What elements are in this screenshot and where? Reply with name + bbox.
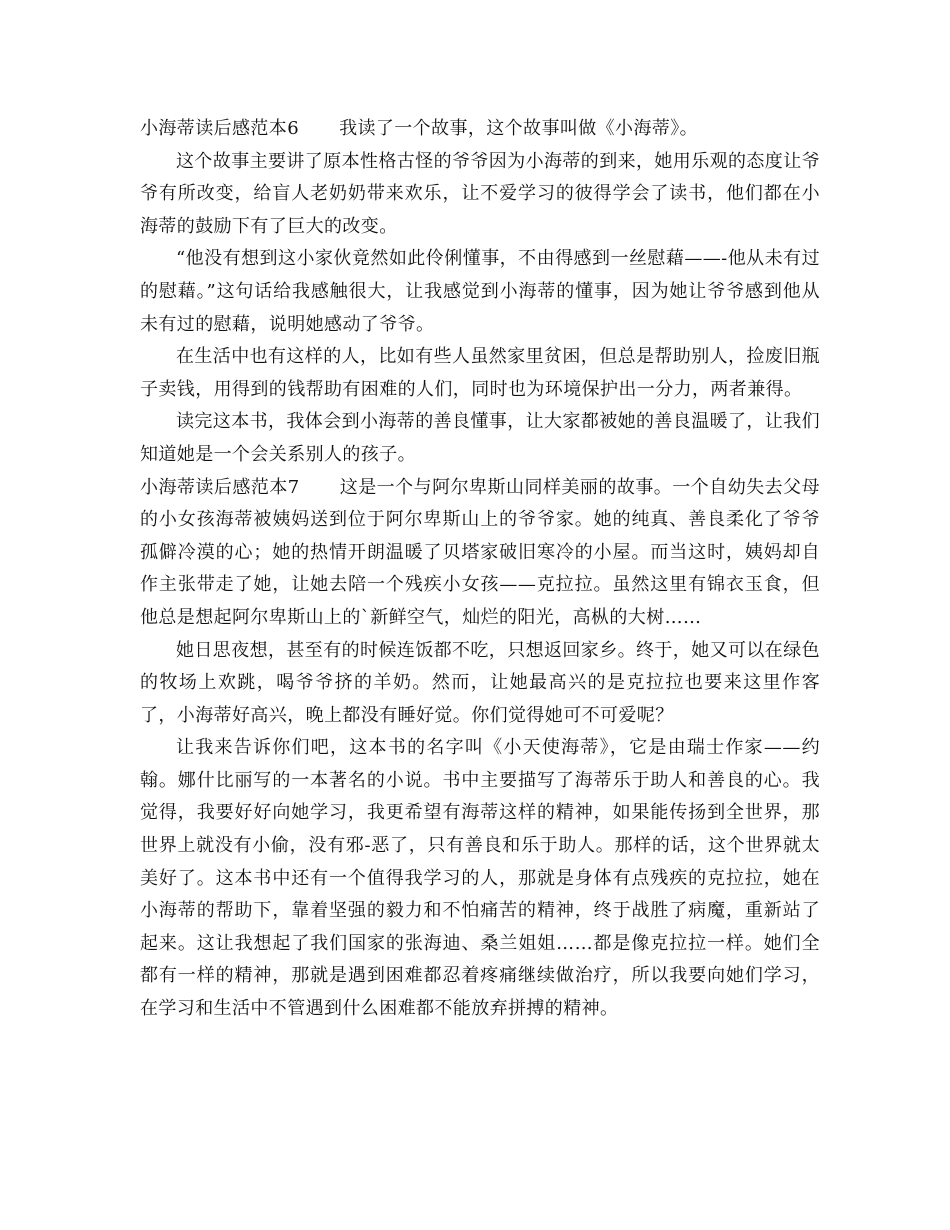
- section6-heading: 小海蒂读后感范本6: [140, 118, 300, 139]
- section6-first-line: 我读了一个故事，这个故事叫做《小海蒂》。: [339, 118, 699, 139]
- document-body: [140, 113, 820, 1026]
- section6-opening: [140, 113, 820, 146]
- section7-opening: [140, 472, 820, 635]
- section7-heading: 小海蒂读后感范本7: [140, 476, 300, 498]
- section7-paragraph: 她日思夜想，甚至有的时候连饭都不吃，只想返回家乡。终于，她又可以在绿色的牧场上欢跳，喝爷爷挤的羊奶。然而，让她最高兴的是克拉拉也要来这里作客了，小海蒂好高兴，晚上都没有睡好觉。你们觉得她可不可爱呢？: [140, 639, 820, 726]
- section7-first-paragraph: 这是一个与阿尔卑斯山同样美丽的故事。一个自幼失去父母的小女孩海蒂被姨妈送到位于阿尔卑斯山上的爷爷家。她的纯真、善良柔化了爷爷孤僻冷漠的心；她的热情开朗温暖了贝塔家破旧寒冷的小屋。而当这时，姨妈却自作主张带走了她，让她去陪一个残疾小女孩——克拉拉。虽然这里有锦衣玉食，但他总是想起阿尔卑斯山上的`新鲜空气，灿烂的阳光，高枞的大树……: [140, 476, 820, 628]
- section6-paragraph: 在生活中也有这样的人，比如有些人虽然家里贫困，但总是帮助别人，捡废旧瓶子卖钱，用得到的钱帮助有困难的人们，同时也为环境保护出一分力，两者兼得。: [140, 346, 820, 400]
- section6-paragraph: “他没有想到这小家伙竟然如此伶俐懂事，不由得感到一丝慰藉——-他从未有过的慰藉。”这句话给我感触很大，让我感觉到小海蒂的懂事，因为她让爷爷感到他从未有过的慰藉，说明她感动了爷爷。: [140, 248, 820, 335]
- section7-paragraph: 让我来告诉你们吧，这本书的名字叫《小天使海蒂》，它是由瑞士作家——约翰。娜什比丽写的一本著名的小说。书中主要描写了海蒂乐于助人和善良的心。我觉得，我要好好向她学习，我更希望有海蒂这样的精神，如果能传扬到全世界，那世界上就没有小偷，没有邪-恶了，只有善良和乐于助人。那样的话，这个世界就太美好了。这本书中还有一个值得我学习的人，那就是身体有点残疾的克拉拉，她在小海蒂的帮助下，靠着坚强的毅力和不怕痛苦的精神，终于战胜了病魔，重新站了起来。这让我想起了我们国家的张海迪、桑兰姐姐……都是像克拉拉一样。她们全都有一样的精神，那就是遇到困难都忍着疼痛继续做治疗，所以我要向她们学习，在学习和生活中不管遇到什么困难都不能放弃拼搏的精神。: [140, 737, 820, 1020]
- section6-paragraph: 读完这本书，我体会到小海蒂的善良懂事，让大家都被她的善良温暖了，让我们知道她是一个会关系别人的孩子。: [140, 411, 820, 465]
- section6-paragraph: 这个故事主要讲了原本性格古怪的爷爷因为小海蒂的到来，她用乐观的态度让爷爷有所改变，给盲人老奶奶带来欢乐，让不爱学习的彼得学会了读书，他们都在小海蒂的鼓励下有了巨大的改变。: [140, 150, 820, 237]
